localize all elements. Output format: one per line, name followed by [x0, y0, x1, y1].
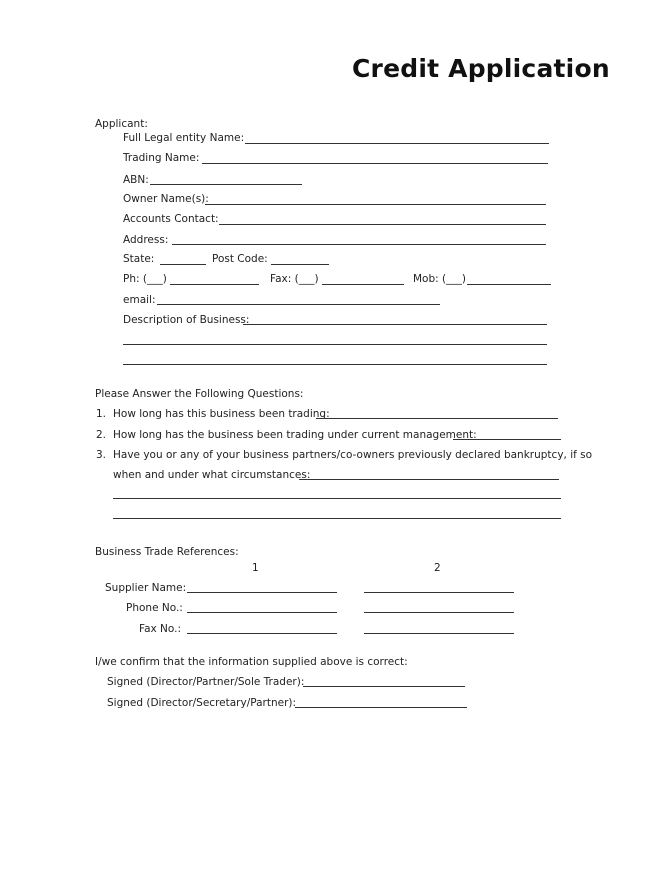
address-label: Address:: [123, 234, 169, 246]
question-3-field[interactable]: [299, 479, 559, 480]
owner-names-field[interactable]: [205, 204, 546, 205]
applicant-heading: Applicant:: [95, 118, 148, 130]
description-field-line-3[interactable]: [123, 364, 547, 365]
phone-label: Ph: (___): [123, 273, 167, 285]
trading-name-field[interactable]: [202, 163, 548, 164]
references-heading: Business Trade References:: [95, 546, 239, 558]
signed-1-label: Signed (Director/Partner/Sole Trader):: [107, 676, 305, 688]
mobile-field[interactable]: [467, 284, 551, 285]
question-1-label: How long has this business been trading:: [113, 408, 330, 420]
fax-label: Fax: (___): [270, 273, 319, 285]
question-2-label: How long has the business been trading under current management:: [113, 429, 477, 441]
question-3-label-line-1: Have you or any of your business partners/co-owners previously declared bankruptcy, if so: [113, 449, 593, 461]
full-legal-name-label: Full Legal entity Name:: [123, 132, 245, 144]
mobile-label: Mob: (___): [413, 273, 466, 285]
abn-field[interactable]: [150, 184, 302, 185]
phone-no-field-1[interactable]: [187, 612, 337, 613]
post-code-field[interactable]: [271, 264, 329, 265]
post-code-label: Post Code:: [212, 253, 268, 265]
questions-heading: Please Answer the Following Questions:: [95, 388, 304, 400]
state-label: State:: [123, 253, 155, 265]
fax-no-label: Fax No.:: [139, 623, 182, 635]
question-1-field[interactable]: [316, 418, 558, 419]
question-3-field-line-3[interactable]: [113, 518, 561, 519]
confirmation-statement: I/we confirm that the information supplied above is correct:: [95, 656, 408, 668]
description-label: Description of Business:: [123, 314, 250, 326]
signed-2-label: Signed (Director/Secretary/Partner):: [107, 697, 297, 709]
accounts-contact-label: Accounts Contact:: [123, 213, 219, 225]
question-3-number: 3.: [96, 449, 107, 461]
address-field[interactable]: [172, 244, 546, 245]
reference-column-2-header: 2: [434, 562, 441, 574]
phone-no-label: Phone No.:: [126, 602, 183, 614]
fax-field[interactable]: [322, 284, 404, 285]
phone-field[interactable]: [170, 284, 259, 285]
phone-no-field-2[interactable]: [364, 612, 514, 613]
page-title: Credit Application: [352, 54, 610, 83]
question-3-label-line-2: when and under what circumstances:: [113, 469, 311, 481]
email-field[interactable]: [157, 304, 440, 305]
abn-label: ABN:: [123, 174, 149, 186]
signature-field-2[interactable]: [295, 707, 467, 708]
supplier-name-field-1[interactable]: [187, 592, 337, 593]
supplier-name-label: Supplier Name:: [105, 582, 187, 594]
reference-column-1-header: 1: [252, 562, 259, 574]
fax-no-field-1[interactable]: [187, 633, 337, 634]
question-2-number: 2.: [96, 429, 107, 441]
signature-field-1[interactable]: [303, 686, 465, 687]
question-2-field[interactable]: [453, 439, 561, 440]
fax-no-field-2[interactable]: [364, 633, 514, 634]
accounts-contact-field[interactable]: [219, 224, 546, 225]
description-field[interactable]: [243, 324, 547, 325]
trading-name-label: Trading Name:: [123, 152, 200, 164]
question-3-field-line-2[interactable]: [113, 498, 561, 499]
supplier-name-field-2[interactable]: [364, 592, 514, 593]
email-label: email:: [123, 294, 156, 306]
state-field[interactable]: [160, 264, 206, 265]
owner-names-label: Owner Name(s):: [123, 193, 209, 205]
full-legal-name-field[interactable]: [245, 143, 549, 144]
question-1-number: 1.: [96, 408, 107, 420]
description-field-line-2[interactable]: [123, 344, 547, 345]
